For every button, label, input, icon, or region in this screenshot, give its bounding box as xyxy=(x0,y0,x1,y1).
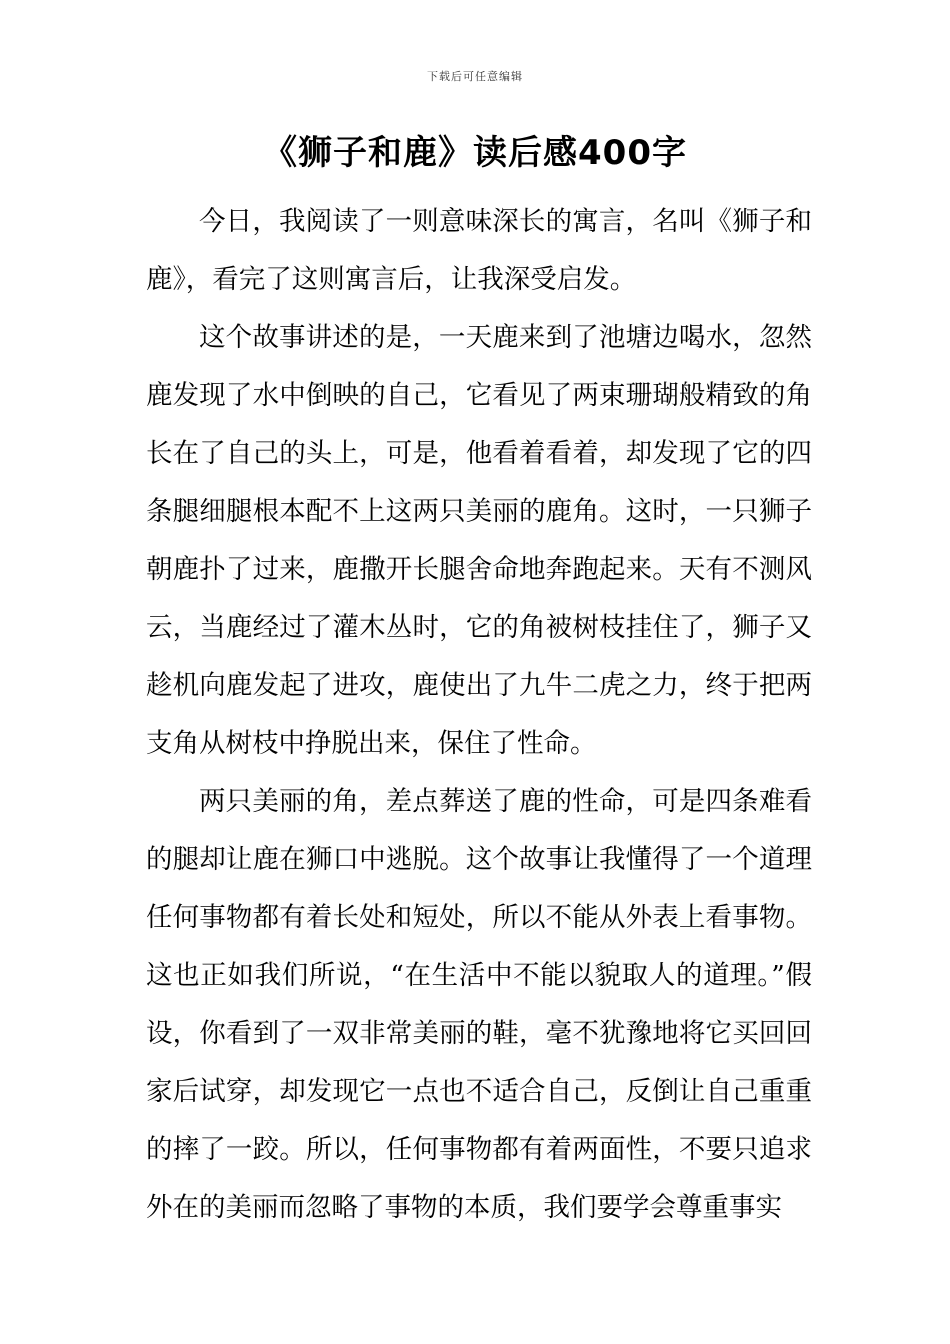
paragraph-1: 今日，我阅读了一则意味深长的寓言，名叫《狮子和鹿》，看完了这则寓言后，让我深受启发。 xyxy=(146,206,812,295)
paragraph-2: 这个故事讲述的是，一天鹿来到了池塘边喝水，忽然鹿发现了水中倒映的自己，它看见了两束珊瑚般精致的角长在了自己的头上，可是，他看着看着，却发现了它的四条腿细腿根本配不上这两只美丽的鹿角。这时，一只狮子朝鹿扑了过来，鹿撒开长腿舍命地奔跑起来。天有不测风云，当鹿经过了灌木丛时，它的角被树枝挂住了，狮子又趁机向鹿发起了进攻，鹿使出了九牛二虎之力，终于把两支角从树枝中挣脱出来，保住了性命。 xyxy=(146,322,812,759)
header-note: 下载后可任意编辑 xyxy=(427,70,523,83)
paragraph-3: 两只美丽的角，差点葬送了鹿的性命，可是四条难看的腿却让鹿在狮口中逃脱。这个故事让我懂得了一个道理任何事物都有着长处和短处，所以不能从外表上看事物。这也正如我们所说，“在生活中不能以貌取人的道理。”假设，你看到了一双非常美丽的鞋，毫不犹豫地将它买回回家后试穿，却发现它一点也不适合自己，反倒让自己重重的摔了一跤。所以，任何事物都有着两面性，不要只追求外在的美丽而忽略了事物的本质，我们要学会尊重事实 xyxy=(146,786,812,1223)
document-title: 《狮子和鹿》读后感400字 xyxy=(263,133,687,173)
document-body xyxy=(146,193,812,1237)
